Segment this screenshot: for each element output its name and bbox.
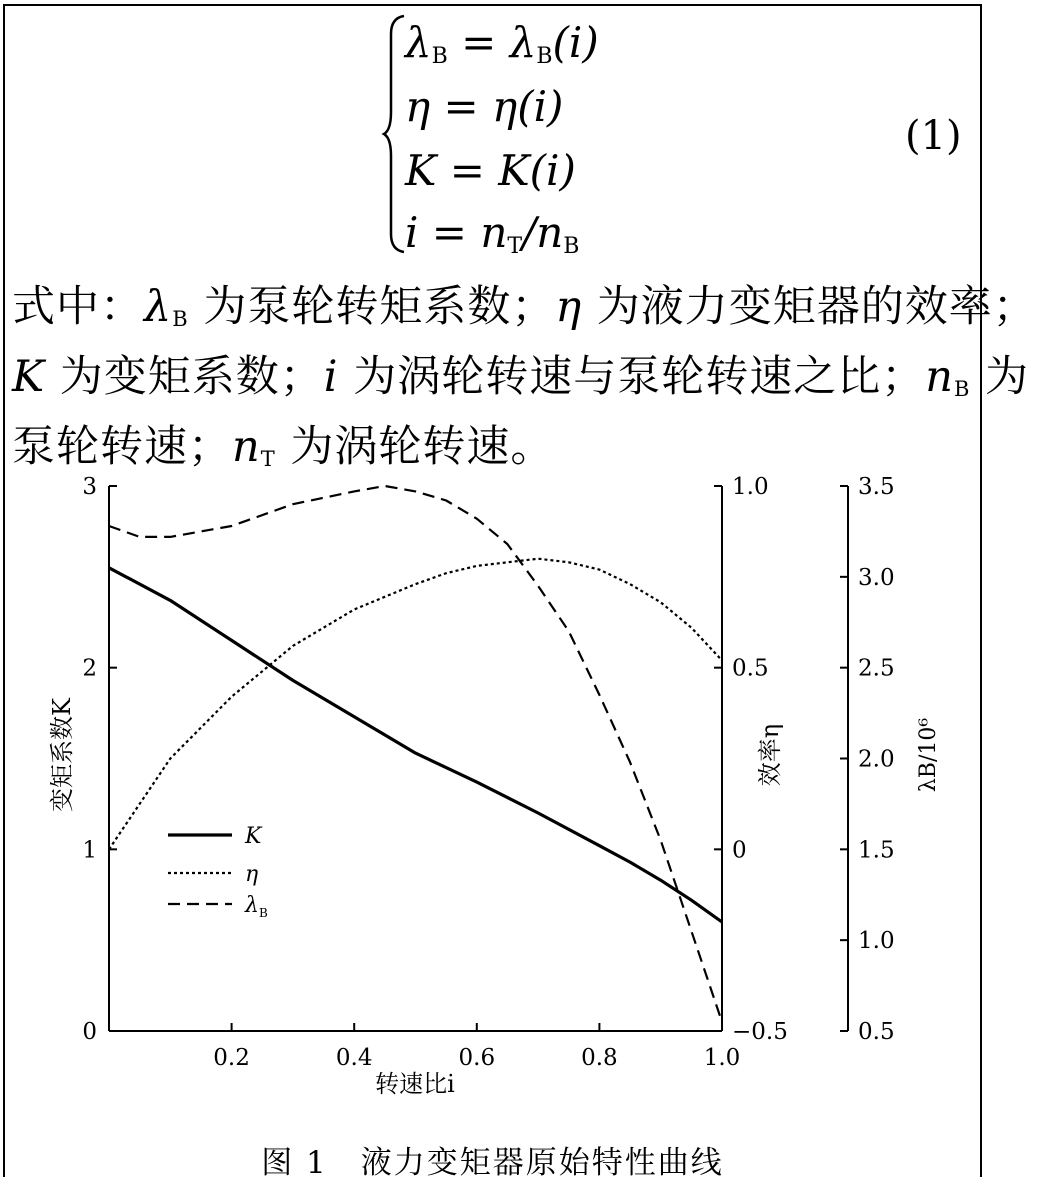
equation-number: (1) <box>905 113 962 159</box>
y-tick-label: 3.0 <box>858 564 895 591</box>
y-tick-label: 3.5 <box>858 474 895 500</box>
x-tick-label: 1.0 <box>703 1045 741 1071</box>
y-tick-label: −0.5 <box>732 1019 788 1045</box>
equation-row-1: $\lambda_B = \lambda_B(i)$ <box>405 18 599 69</box>
y-tick-label: 1.0 <box>858 928 895 955</box>
equation-row-4: $i = n_T/n_B$ <box>405 208 580 259</box>
y-tick-label: 3 <box>82 474 97 500</box>
equation-row-3: K = K(i) <box>405 146 576 195</box>
x-tick-label: 0.6 <box>458 1045 496 1071</box>
y-tick-label: 0.5 <box>858 1019 895 1045</box>
y-tick-label: 0 <box>732 837 747 864</box>
y-tick-label: 0 <box>82 1019 97 1045</box>
y-tick-label: 2.0 <box>858 746 895 773</box>
x-tick-label: 0.4 <box>335 1045 373 1071</box>
y-tick-label: 1 <box>82 837 97 864</box>
legend-label-2: $\lambda_B$ <box>245 893 268 920</box>
x-tick-label: 0.8 <box>581 1045 618 1071</box>
y-tick-label: 0.5 <box>732 655 769 682</box>
y-axis-label-left: 变矩系数K <box>48 698 76 812</box>
equation-system <box>383 12 713 257</box>
series-line-1 <box>109 559 722 850</box>
legend-label-1: η <box>245 862 259 887</box>
paragraph-line-2: K 为变矩系数；i 为涡轮转速与泵轮转速之比；$n_B$ 为 <box>12 352 1030 402</box>
y-axis-label-right: λB/10⁶ <box>916 717 941 793</box>
left-brace <box>383 12 407 257</box>
y-tick-label: 2.5 <box>858 655 895 682</box>
x-tick-label: 0.2 <box>213 1045 250 1071</box>
y-tick-label: 1.5 <box>858 837 895 864</box>
figure-caption: 图 1 液力变矩器原始特性曲线 <box>261 1145 724 1181</box>
paragraph-line-1: 式中：$\lambda_B$ 为泵轮转矩系数；η 为液力变矩器的效率； <box>12 282 1037 332</box>
series-line-0 <box>109 568 722 922</box>
y-tick-label: 2 <box>82 655 97 682</box>
x-axis-label: 转速比i <box>375 1070 455 1098</box>
legend-label-0: K <box>245 824 262 849</box>
characteristic-chart <box>0 455 985 1135</box>
paragraph-line-3: 泵轮转速；$n_T$ 为涡轮转速。 <box>12 422 555 472</box>
equation-row-2: η = η(i) <box>405 82 564 131</box>
y-axis-label-middle: 效率η <box>756 723 784 787</box>
y-tick-label: 1.0 <box>732 474 769 500</box>
